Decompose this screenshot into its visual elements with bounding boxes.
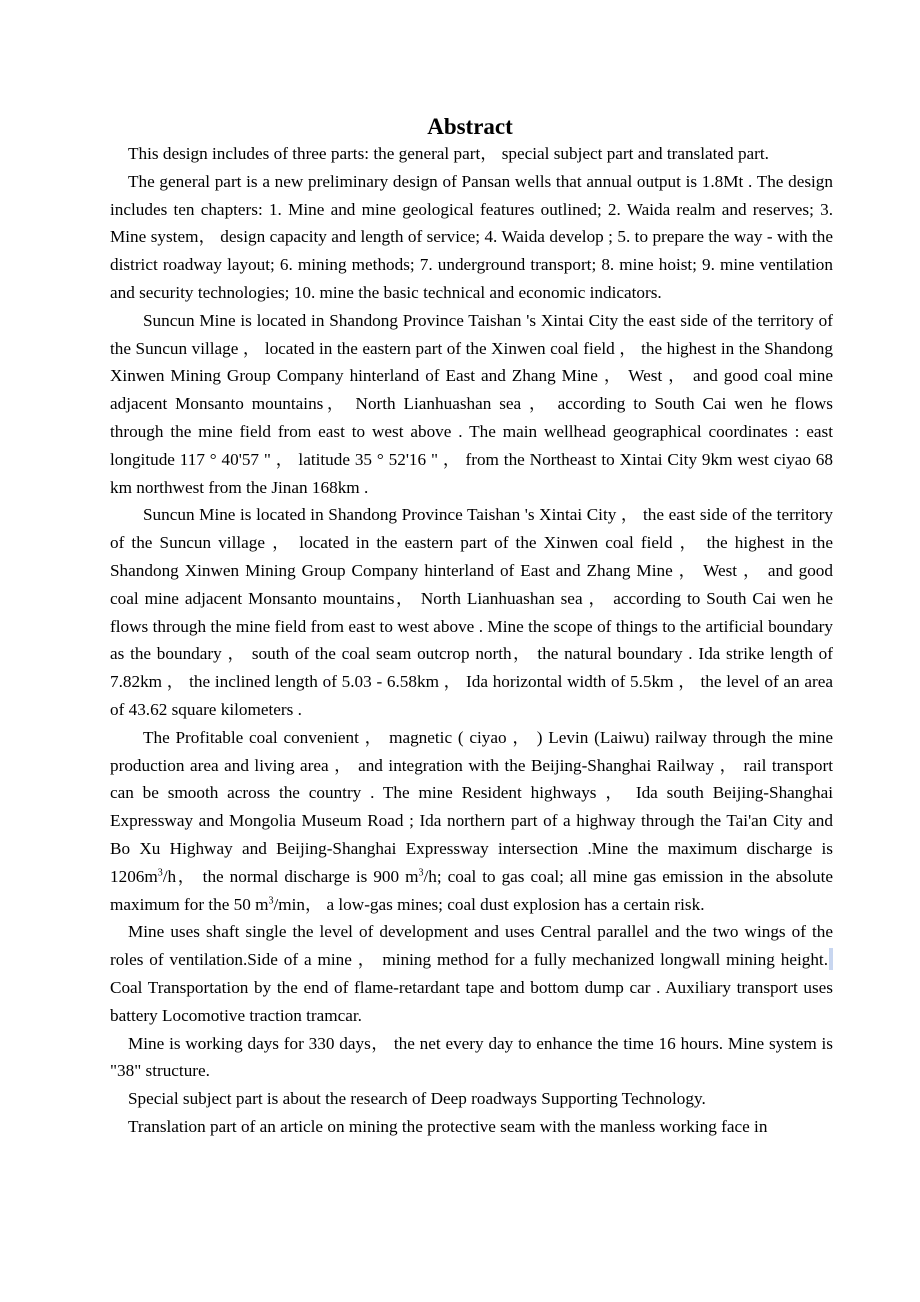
paragraph-mining-method xyxy=(110,918,833,1029)
text-segment: /min， a low-gas mines; coal dust explosion has a certain risk. xyxy=(273,894,705,914)
paragraph-mine-boundary: Suncun Mine is located in Shandong Province Taishan 's Xintai City ， the east side of the territory of the Suncun village ， located in the eastern part of the Xinwen coal field ， the highest in the Shandong Xinwen Mining Group Company hinterland of East and Zhang Mine ， West ， and good coal mine adjacent Monsanto mountains， North Lianhuashan sea ， according to South Cai wen he flows through the mine field from east to west above . Mine the scope of things to the artificial boundary as the boundary ， south of the coal seam outcrop north， the natural boundary . Ida strike length of 7.82km ， the inclined length of 5.03 - 6.58km ， Ida horizontal width of 5.5km ， the level of an area of 43.62 square kilometers . xyxy=(110,505,833,719)
text-segment: /h; coal to gas coal; all mine gas emission in the absolute maximum for the 50 m xyxy=(110,866,833,914)
text-cursor-highlight xyxy=(829,948,833,970)
superscript: 3 xyxy=(157,866,163,878)
abstract-body xyxy=(110,140,833,1141)
abstract-title: Abstract xyxy=(427,114,513,140)
paragraph-general-part: The general part is a new preliminary design of Pansan wells that annual output is 1.8Mt . The design includes ten chapters: 1. Mine and mine geological features outlined; 2. Waida realm and reserves; 3. Mine system， design capacity and length of service; 4. Waida develop ; 5. to prepare the way - with the district roadway layout; 6. mining methods; 7. underground transport; 8. mine hoist; 9. mine ventilation and security technologies; 10. mine the basic technical and economic indicators. xyxy=(110,171,833,302)
superscript: 3 xyxy=(418,866,424,878)
paragraph-transport-discharge xyxy=(110,724,833,919)
text-segment: Coal Transportation by the end of flame-retardant tape and bottom dump car . Auxiliary transport uses battery Locomotive traction tramcar. xyxy=(110,977,833,1025)
paragraph-special-subject: Special subject part is about the research of Deep roadways Supporting Technology. xyxy=(128,1089,706,1109)
superscript: 3 xyxy=(268,894,274,906)
paragraph-working-days: Mine is working days for 330 days， the net every day to enhance the time 16 hours. Mine system is "38" structure. xyxy=(110,1033,833,1081)
text-segment: /h， the normal discharge is 900 m xyxy=(162,866,419,886)
paragraph-overview: This design includes of three parts: the general part， special subject part and translated part. xyxy=(128,144,769,163)
text-segment: Mine uses shaft single the level of development and uses Central parallel and the two wings of the roles of ventilation.Side of a mine ， mining method for a fully mechanized longwall mining height. xyxy=(110,922,833,970)
paragraph-translation: Translation part of an article on mining the protective seam with the manless working face in xyxy=(128,1116,768,1136)
text-segment: The Profitable coal convenient ， magnetic ( ciyao ， ) Levin (Laiwu) railway through the mine production area and living area ， and integration with the Beijing-Shanghai Railway ， rail transport can be smooth across the country . The mine Resident highways ， Ida south Beijing-Shanghai Expressway and Mongolia Museum Road ; Ida northern part of a highway through the Tai'an City and Bo Xu Highway and Beijing-Shanghai Expressway intersection .Mine the maximum discharge is 1206m xyxy=(110,727,833,886)
paragraph-mine-location: Suncun Mine is located in Shandong Province Taishan 's Xintai City the east side of the territory of the Suncun village ， located in the eastern part of the Xinwen coal field ， the highest in the Shandong Xinwen Mining Group Company hinterland of East and Zhang Mine ， West ， and good coal mine adjacent Monsanto mountains， North Lianhuashan sea ， according to South Cai wen he flows through the mine field from east to west above . The main wellhead geographical coordinates : east longitude 117 ° 40'57 " ， latitude 35 ° 52'16 " ， from the Northeast to Xintai City 9km west ciyao 68 km northwest from the Jinan 168km . xyxy=(110,310,833,497)
